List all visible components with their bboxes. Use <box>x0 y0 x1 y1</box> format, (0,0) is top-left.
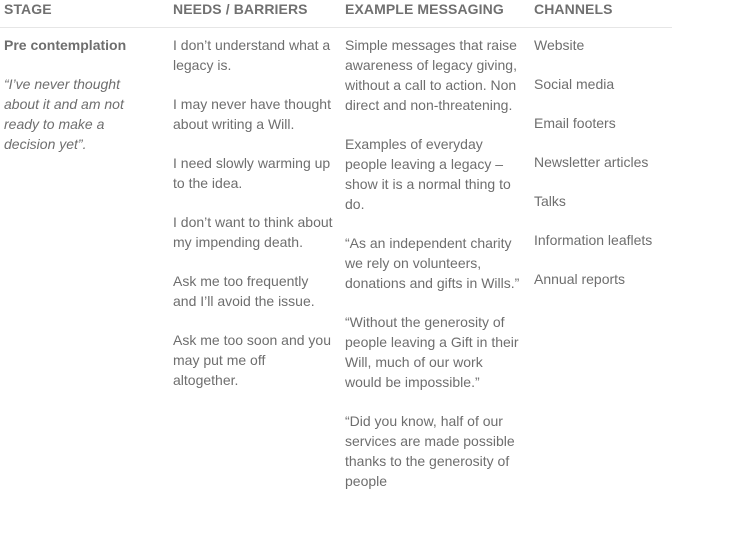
stage-quote: “I’ve never thought about it and am not ready to make a decision yet”. <box>4 76 124 152</box>
channel-item: Website <box>534 37 585 53</box>
messaging-item: Examples of everyday people leaving a legacy – show it is a normal thing to do. <box>345 136 511 212</box>
messaging-item: “Did you know, half of our services are made possible thanks to the generosity of people <box>345 413 515 489</box>
messaging-item: “As an independent charity we rely on volunteers, donations and gifts in Wills.” <box>345 235 520 291</box>
needs-item: I don’t want to think about my impending death. <box>173 214 333 250</box>
header-example-messaging: EXAMPLE MESSAGING <box>345 1 504 17</box>
needs-item: I may never have thought about writing a Will. <box>173 96 331 132</box>
stage-name: Pre contemplation <box>4 37 127 53</box>
channel-item: Talks <box>534 193 566 209</box>
needs-item: Ask me too soon and you may put me off altogether. <box>173 332 331 388</box>
messaging-cell <box>345 35 523 510</box>
needs-cell <box>173 35 333 409</box>
header-stage: STAGE <box>4 1 52 17</box>
needs-item: I need slowly warming up to the idea. <box>173 155 331 191</box>
channel-item: Newsletter articles <box>534 154 649 170</box>
header-channels: CHANNELS <box>534 1 613 17</box>
messaging-item: “Without the generosity of people leaving a Gift in their Will, much of our work would be impossible.” <box>345 314 519 390</box>
channel-item: Information leaflets <box>534 232 653 248</box>
legacy-stage-table <box>0 0 672 28</box>
needs-item: Ask me too frequently and I’ll avoid the issue. <box>173 273 315 309</box>
channel-item: Email footers <box>534 115 616 131</box>
messaging-item: Simple messages that raise awareness of legacy giving, without a call to action. Non direct and non-threatening. <box>345 37 517 113</box>
table-header-row <box>0 0 672 28</box>
channels-cell <box>534 35 672 308</box>
needs-item: I don’t understand what a legacy is. <box>173 37 331 73</box>
header-needs-barriers: NEEDS / BARRIERS <box>173 1 308 17</box>
channel-item: Social media <box>534 76 615 92</box>
stage-cell <box>4 35 154 173</box>
channel-item: Annual reports <box>534 271 626 287</box>
